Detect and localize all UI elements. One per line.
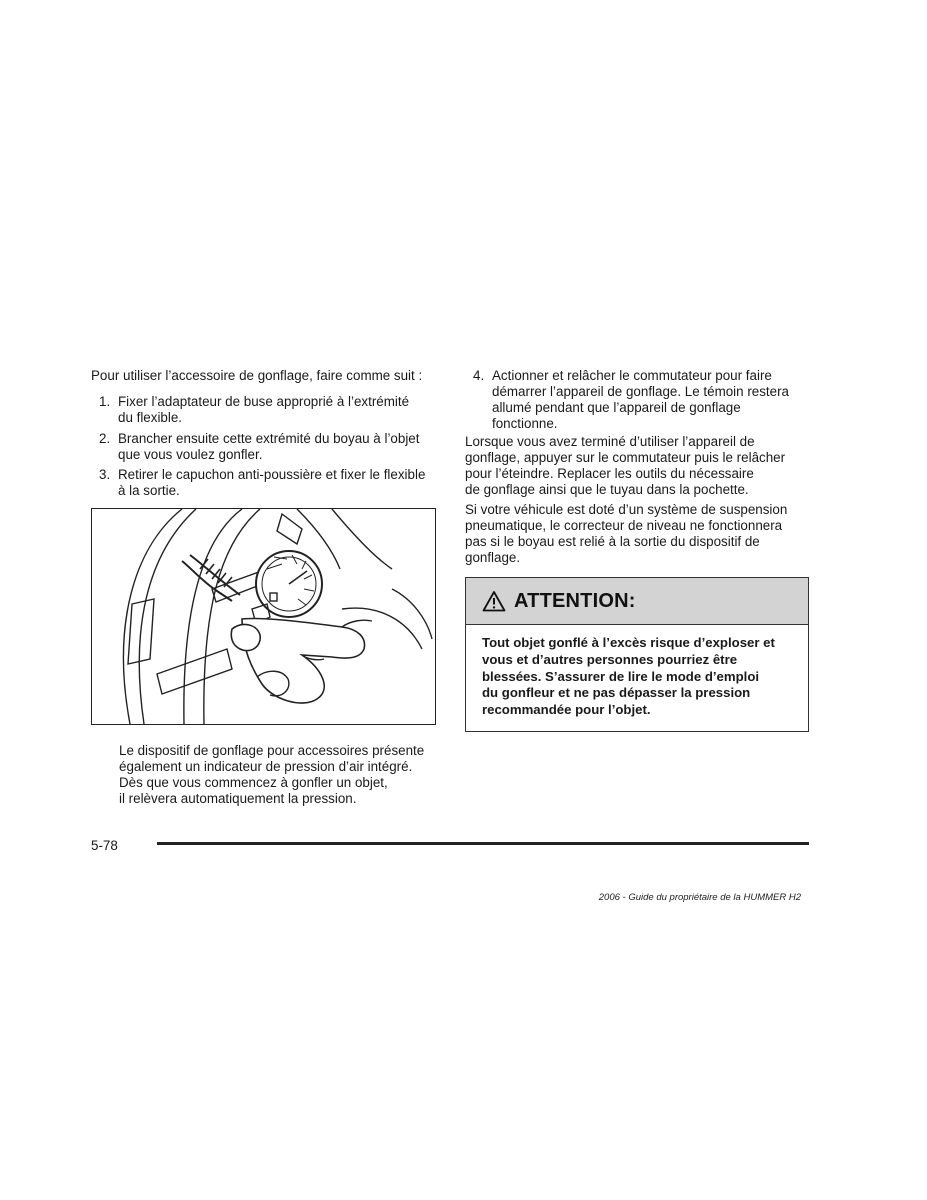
gauge-caption: Le dispositif de gonflage pour accessoires présente également un indicateur de pression d’air intégré. Dès que vous commencez à gonfler un objet, il relèvera automatiquement la pression. [119, 743, 425, 806]
inflator-illustration [91, 508, 436, 725]
list-item [99, 431, 444, 465]
shutdown-paragraph: Lorsque vous avez terminé d’utiliser l’appareil de gonflage, appuyer sur le commutateur puis le relâcher pour l’éteindre. Replacer les outils du nécessaire de gonflage ainsi que le tuyau dans la pochette. [465, 434, 786, 497]
hand [242, 618, 365, 703]
wrist-line [342, 620, 372, 627]
list-item [99, 394, 444, 428]
attention-title: ATTENTION: [514, 589, 636, 612]
attention-header [466, 578, 808, 625]
rim-arc-2 [204, 509, 260, 724]
warning-triangle-icon [482, 590, 506, 612]
list-item [99, 467, 444, 501]
list-item [473, 368, 813, 434]
footer-text: 2006 - Guide du propriétaire de la HUMMER H2 [598, 892, 801, 903]
footer-rule [157, 842, 809, 845]
attention-box [465, 577, 809, 732]
suspension-paragraph: Si votre véhicule est doté d’un système de suspension pneumatique, le correcteur de niveau ne fonctionnera pas si le boyau est relié à la sortie du dispositif de gonflage. [465, 502, 788, 565]
tire-gauge-drawing [92, 509, 435, 724]
list-text: Brancher ensuite cette extrémité du boyau à l’objet que vous voulez gonfler. [118, 431, 420, 462]
intro-text: Pour utiliser l’accessoire de gonflage, faire comme suit : [91, 368, 423, 383]
valve-cap [231, 624, 260, 650]
list-text: Retirer le capuchon anti-poussière et fixer le flexible à la sortie. [118, 467, 426, 498]
list-number: 2. [99, 431, 111, 446]
list-number: 3. [99, 467, 111, 482]
list-text: Actionner et relâcher le commutateur pour faire démarrer l’appareil de gonflage. Le témoin restera allumé pendant que l’appareil de gonflage fonctionne. [492, 368, 789, 431]
page-number: 5-78 [91, 838, 118, 853]
list-number: 1. [99, 394, 111, 409]
spoke-slot-2 [157, 649, 232, 694]
lug-slot [277, 514, 302, 544]
attention-body: Tout objet gonflé à l’excès risque d’exploser et vous et d’autres personnes pourriez être blessées. S’assurer de lire le mode d’emploi du gonfleur et ne pas dépasser la pression recommandée pour l’objet. [482, 635, 775, 718]
wheel-arc [392, 589, 432, 639]
rim-arc [184, 509, 242, 724]
list-number: 4. [473, 368, 485, 383]
hose [182, 561, 232, 601]
wheel-arc-4 [332, 509, 392, 569]
list-text: Fixer l’adaptateur de buse approprié à l’extrémité du flexible. [118, 394, 410, 425]
